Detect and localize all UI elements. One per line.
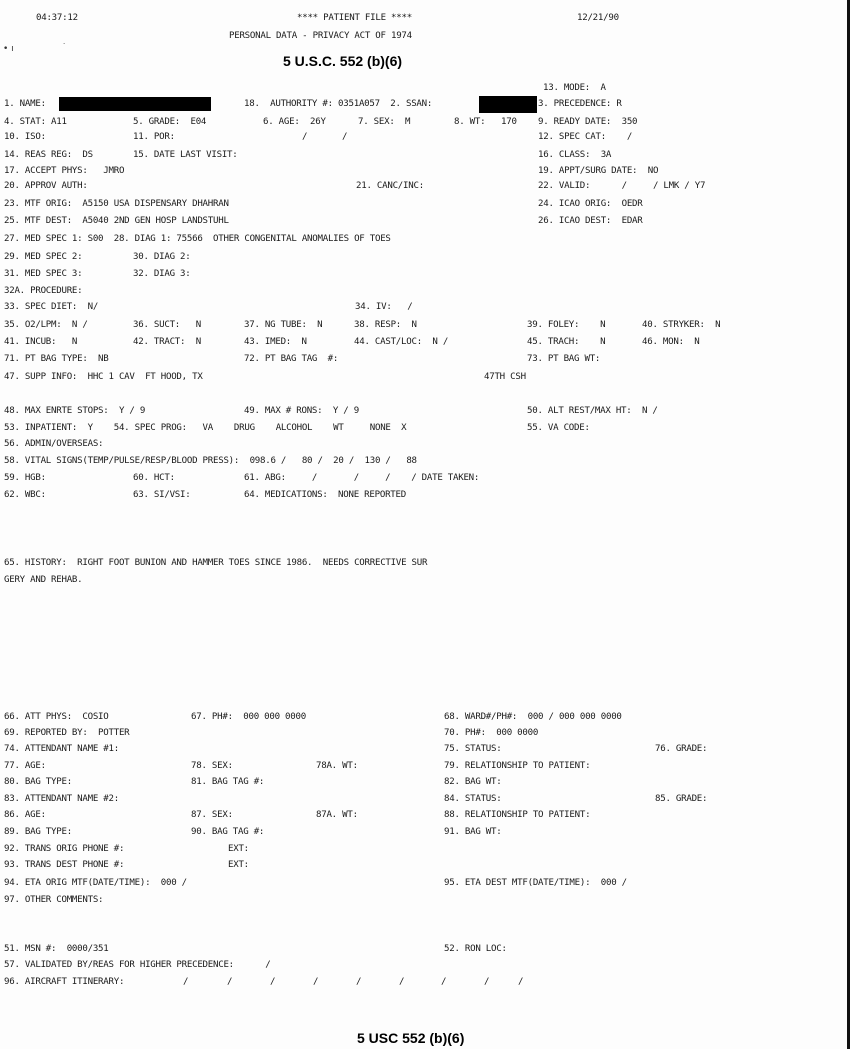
form-field-text: 49. MAX # RONS: Y / 9: [244, 406, 359, 416]
form-field-text: 39. FOLEY: N: [527, 320, 606, 330]
form-field-text: 44. CAST/LOC: N /: [354, 337, 449, 347]
form-field-text: /: [313, 977, 319, 987]
form-field-text: 75. STATUS:: [444, 744, 502, 754]
form-field-text: 85. GRADE:: [655, 794, 708, 804]
form-field-text: 65. HISTORY: RIGHT FOOT BUNION AND HAMMER TOES SINCE 1986. NEEDS CORRECTIVE SUR: [4, 558, 428, 568]
form-field-text: 60. HCT:: [133, 473, 175, 483]
form-field-text: 91. BAG WT:: [444, 827, 502, 837]
form-field-text: 74. ATTENDANT NAME #1:: [4, 744, 119, 754]
print-date: 12/21/90: [577, 13, 619, 23]
form-field-text: 6. AGE: 26Y: [263, 117, 326, 127]
form-field-text: 71. PT BAG TYPE: NB: [4, 354, 109, 364]
form-field-text: 77. AGE:: [4, 761, 46, 771]
form-field-text: 33. SPEC DIET: N/: [4, 302, 99, 312]
form-field-text: 90. BAG TAG #:: [191, 827, 265, 837]
form-field-text: 3. PRECEDENCE: R: [538, 99, 622, 109]
form-field-text: 36. SUCT: N: [133, 320, 201, 330]
form-field-text: 4. STAT: A11: [4, 117, 67, 127]
form-field-text: /: [441, 977, 447, 987]
form-field-text: 69. REPORTED BY: POTTER: [4, 728, 130, 738]
form-field-text: /: [270, 977, 276, 987]
form-field-text: 63. SI/VSI:: [133, 490, 191, 500]
print-time: 04:37:12: [36, 13, 78, 23]
form-field-text: 38. RESP: N: [354, 320, 417, 330]
form-field-text: 32. DIAG 3:: [133, 269, 191, 279]
form-field-text: EXT:: [228, 860, 249, 870]
form-field-text: 72. PT BAG TAG #:: [244, 354, 339, 364]
form-field-text: 55. VA CODE:: [527, 423, 590, 433]
form-field-text: /: [518, 977, 524, 987]
form-field-text: 13. MODE: A: [543, 83, 606, 93]
form-field-text: 8. WT: 170: [454, 117, 517, 127]
form-field-text: 84. STATUS:: [444, 794, 502, 804]
form-field-text: 76. GRADE:: [655, 744, 708, 754]
form-field-text: 17. ACCEPT PHYS: JMRO: [4, 166, 125, 176]
form-field-text: 61. ABG: / / / / DATE TAKEN:: [244, 473, 480, 483]
exemption-top: 5 U.S.C. 552 (b)(6): [283, 53, 403, 69]
form-field-text: 45. TRACH: N: [527, 337, 606, 347]
form-field-text: 23. MTF ORIG: A5150 USA DISPENSARY DHAHRAN: [4, 199, 229, 209]
form-field-text: /: [356, 977, 362, 987]
form-field-text: 40. STRYKER: N: [642, 320, 721, 330]
form-field-text: 89. BAG TYPE:: [4, 827, 72, 837]
scan-speck: ·: [63, 40, 66, 48]
form-field-text: 97. OTHER COMMENTS:: [4, 895, 104, 905]
form-field-text: 41. INCUB: N: [4, 337, 78, 347]
form-field-text: /: [302, 132, 308, 142]
form-field-text: 83. ATTENDANT NAME #2:: [4, 794, 119, 804]
form-field-text: 34. IV: /: [355, 302, 413, 312]
form-field-text: 86. AGE:: [4, 810, 46, 820]
form-field-text: 56. ADMIN/OVERSEAS:: [4, 439, 104, 449]
form-field-text: 79. RELATIONSHIP TO PATIENT:: [444, 761, 591, 771]
form-field-text: /: [183, 977, 189, 987]
form-field-text: 78. SEX:: [191, 761, 233, 771]
form-field-text: 62. WBC:: [4, 490, 46, 500]
form-field-text: 73. PT BAG WT:: [527, 354, 601, 364]
form-field-text: /: [227, 977, 233, 987]
form-field-text: 1. NAME:: [4, 99, 46, 109]
form-field-text: 11. POR:: [133, 132, 175, 142]
form-field-text: 30. DIAG 2:: [133, 252, 191, 262]
form-field-text: 81. BAG TAG #:: [191, 777, 265, 787]
form-field-text: /: [399, 977, 405, 987]
scan-speck: • ı: [3, 44, 14, 54]
form-field-text: 19. APPT/SURG DATE: NO: [538, 166, 659, 176]
form-field-text: GERY AND REHAB.: [4, 575, 83, 585]
form-field-text: 31. MED SPEC 3:: [4, 269, 83, 279]
form-field-text: 29. MED SPEC 2:: [4, 252, 83, 262]
form-field-text: 51. MSN #: 0000/351: [4, 944, 109, 954]
form-field-text: 47TH CSH: [484, 372, 526, 382]
form-field-text: 37. NG TUBE: N: [244, 320, 323, 330]
form-field-text: 50. ALT REST/MAX HT: N /: [527, 406, 658, 416]
form-field-text: 48. MAX ENRTE STOPS: Y / 9: [4, 406, 146, 416]
form-field-text: /: [484, 977, 490, 987]
form-field-text: 52. RON LOC:: [444, 944, 507, 954]
form-field-text: 87. SEX:: [191, 810, 233, 820]
form-field-text: 58. VITAL SIGNS(TEMP/PULSE/RESP/BLOOD PRESS): 098.6 / 80 / 20 / 130 / 88: [4, 456, 417, 466]
form-field-text: 14. REAS REG: DS: [4, 150, 93, 160]
form-field-text: 42. TRACT: N: [133, 337, 201, 347]
form-field-text: 68. WARD#/PH#: 000 / 000 000 0000: [444, 712, 622, 722]
form-field-text: 59. HGB:: [4, 473, 46, 483]
form-field-text: 78A. WT:: [316, 761, 358, 771]
form-field-text: 32A. PROCEDURE:: [4, 286, 83, 296]
form-field-text: 88. RELATIONSHIP TO PATIENT:: [444, 810, 591, 820]
form-field-text: 21. CANC/INC:: [356, 181, 424, 191]
form-field-text: 26. ICAO DEST: EDAR: [538, 216, 643, 226]
form-field-text: 94. ETA ORIG MTF(DATE/TIME): 000 /: [4, 878, 187, 888]
form-field-text: 47. SUPP INFO: HHC 1 CAV FT HOOD, TX: [4, 372, 203, 382]
form-field-text: 35. O2/LPM: N /: [4, 320, 88, 330]
form-field-text: 27. MED SPEC 1: S00 28. DIAG 1: 75566 OTHER CONGENITAL ANOMALIES OF TOES: [4, 234, 391, 244]
file-banner: **** PATIENT FILE ****: [297, 13, 412, 23]
form-field-text: 57. VALIDATED BY/REAS FOR HIGHER PRECEDENCE: /: [4, 960, 271, 970]
form-field-text: 82. BAG WT:: [444, 777, 502, 787]
form-field-text: 70. PH#: 000 0000: [444, 728, 539, 738]
form-field-text: /: [342, 132, 348, 142]
form-field-text: 87A. WT:: [316, 810, 358, 820]
form-field-text: 66. ATT PHYS: COSIO: [4, 712, 109, 722]
form-field-text: 7. SEX: M: [358, 117, 411, 127]
form-field-text: 9. READY DATE: 350: [538, 117, 638, 127]
form-field-text: 24. ICAO ORIG: OEDR: [538, 199, 643, 209]
privacy-subtitle: PERSONAL DATA - PRIVACY ACT OF 1974: [229, 31, 412, 41]
form-field-text: 5. GRADE: E04: [133, 117, 207, 127]
form-field-text: 20. APPROV AUTH:: [4, 181, 88, 191]
form-field-text: 16. CLASS: 3A: [538, 150, 612, 160]
redacted-name: [59, 97, 211, 111]
form-field-text: 64. MEDICATIONS: NONE REPORTED: [244, 490, 406, 500]
form-field-text: 25. MTF DEST: A5040 2ND GEN HOSP LANDSTUHL: [4, 216, 229, 226]
form-field-text: EXT:: [228, 844, 249, 854]
form-field-text: 43. IMED: N: [244, 337, 307, 347]
redacted-ssan: [479, 96, 537, 113]
form-field-text: 15. DATE LAST VISIT:: [133, 150, 238, 160]
form-field-text: 95. ETA DEST MTF(DATE/TIME): 000 /: [444, 878, 627, 888]
form-field-text: 93. TRANS DEST PHONE #:: [4, 860, 125, 870]
form-field-text: 22. VALID: / / LMK / Y7: [538, 181, 706, 191]
form-field-text: 96. AIRCRAFT ITINERARY:: [4, 977, 125, 987]
form-field-text: 46. MON: N: [642, 337, 700, 347]
form-field-text: 53. INPATIENT: Y 54. SPEC PROG: VA DRUG ALCOHOL WT NONE X: [4, 423, 407, 433]
form-field-text: 10. ISO:: [4, 132, 46, 142]
exemption-bottom: 5 USC 552 (b)(6): [357, 1030, 465, 1046]
form-field-text: 80. BAG TYPE:: [4, 777, 72, 787]
form-field-text: 12. SPEC CAT: /: [538, 132, 633, 142]
form-field-text: 67. PH#: 000 000 0000: [191, 712, 306, 722]
form-field-text: 92. TRANS ORIG PHONE #:: [4, 844, 125, 854]
form-field-text: 18. AUTHORITY #: 0351A057 2. SSAN:: [244, 99, 433, 109]
